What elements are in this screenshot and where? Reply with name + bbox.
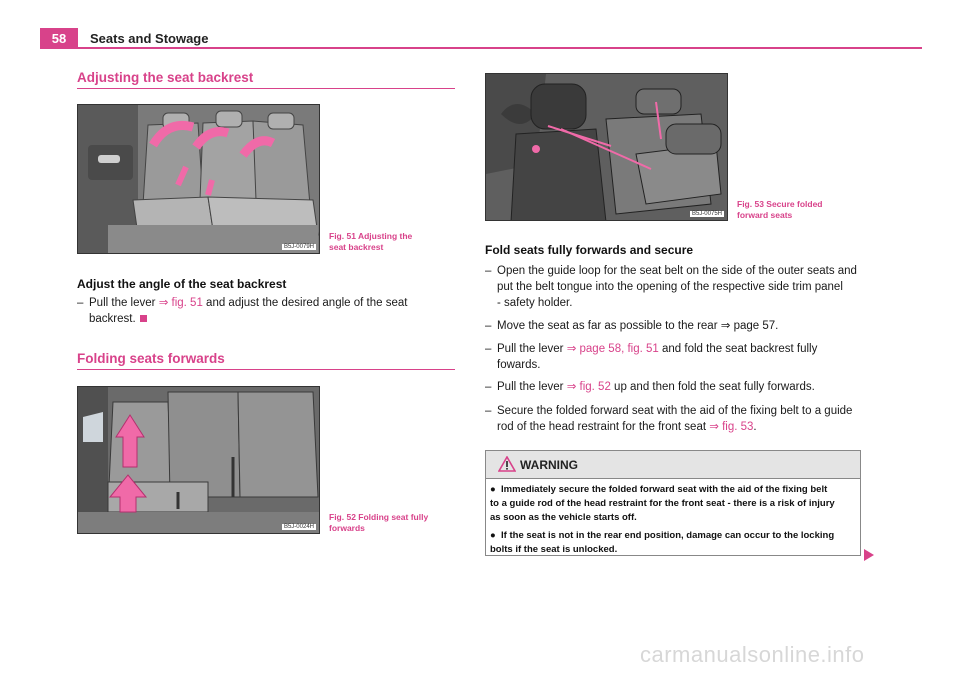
fig53-link[interactable]: ⇒ fig. 53 [709, 421, 754, 433]
step-dash: – [485, 405, 492, 417]
warning-text: Immediately secure the folded forward seat with the aid of the fixing belt [501, 484, 828, 495]
step-pull-lever-fold [485, 379, 865, 395]
section-end-mark [140, 315, 147, 322]
step-text: Pull the lever [89, 297, 159, 309]
step-text: and adjust the desired angle of the seat [202, 297, 408, 309]
fig51-link[interactable]: ⇒ fig. 51 [158, 297, 203, 309]
caption-line: forwards [329, 523, 365, 533]
warning-triangle-icon [498, 456, 516, 472]
step-dash: – [485, 343, 492, 355]
figure-52-image [77, 386, 320, 534]
step-text: rod of the head restraint for the front seat [497, 421, 710, 433]
step-dash: – [77, 297, 84, 309]
warning-text: bolts if the seat is unlocked. [490, 544, 618, 555]
step-pull-lever-backrest [485, 341, 865, 373]
heading-rule [77, 88, 455, 89]
warning-text: to a guide rod of the head restraint for the front seat - there is a risk of injury [490, 498, 835, 509]
page-number: 58 [40, 28, 78, 48]
warning-item-locking [490, 529, 856, 557]
heading-adjusting-backrest: Adjusting the seat backrest [77, 70, 254, 85]
heading-folding-seats: Folding seats forwards [77, 351, 225, 366]
figure-code: B5J-0079H [283, 244, 314, 250]
subheading-adjust-angle: Adjust the angle of the seat backrest [77, 277, 287, 291]
step-secure-seat [485, 403, 865, 435]
figure-53-image [485, 73, 728, 221]
step-text: backrest. [89, 313, 136, 325]
caption-line: Fig. 52 Folding seat fully [329, 512, 429, 522]
step-text: Move the seat as far as possible to the rear [497, 320, 721, 332]
step-text: Open the guide loop for the seat belt on the side of the outer seats and [497, 265, 857, 277]
figure-52-caption [329, 512, 428, 534]
figure-code: B5J-0024H [283, 524, 314, 530]
warning-text: as soon as the vehicle starts off. [490, 512, 637, 523]
figure-51-caption [329, 231, 412, 253]
fig52-link[interactable]: ⇒ fig. 52 [566, 381, 611, 393]
caption-line: forward seats [737, 210, 793, 220]
watermark: carmanualsonline.info [640, 642, 865, 667]
continue-arrow-icon[interactable] [863, 548, 875, 562]
bullet: ● [490, 484, 496, 495]
step-text: and fold the seat backrest fully [658, 343, 818, 355]
step-move-seat [485, 318, 865, 334]
step-dash: – [485, 265, 492, 277]
figure-code: B5J-0075H [691, 211, 722, 217]
step-text: up and then fold the seat fully forwards. [610, 381, 815, 393]
header-rule [40, 47, 922, 49]
step-dash: – [485, 320, 492, 332]
warning-box [485, 450, 861, 556]
subheading-fold-secure: Fold seats fully forwards and secure [485, 243, 694, 257]
heading-rule [77, 369, 455, 370]
warning-header [486, 451, 860, 479]
page57-link[interactable]: ⇒ page 57. [720, 320, 779, 332]
step-text: . [753, 421, 757, 433]
bullet: ● [490, 530, 496, 541]
folding-seat-illustration [78, 387, 320, 534]
step-pull-lever [77, 295, 457, 327]
secure-seats-illustration [486, 74, 728, 221]
figure-53-caption [737, 199, 823, 221]
step-text: Secure the folded forward seat with the aid of the fixing belt to a guide [497, 405, 853, 417]
warning-item-secure [490, 483, 856, 525]
warning-text: If the seat is not in the rear end position, damage can occur to the locking [501, 530, 835, 541]
caption-line: Fig. 51 Adjusting the [329, 231, 413, 241]
step-text: fowards. [497, 359, 541, 371]
step-text: - safety holder. [497, 297, 573, 309]
section-title: Seats and Stowage [90, 31, 209, 46]
step-open-guide-loop [485, 263, 865, 311]
warning-title: WARNING [520, 458, 578, 472]
figure-51-image [77, 104, 320, 254]
page58-fig51-link[interactable]: ⇒ page 58, fig. 51 [566, 343, 659, 355]
caption-line: Fig. 53 Secure folded [737, 199, 823, 209]
step-text: put the belt tongue into the opening of the respective side trim panel [497, 281, 843, 293]
step-dash: – [485, 381, 492, 393]
caption-line: seat backrest [329, 242, 384, 252]
seat-backrest-illustration [78, 105, 320, 254]
step-text: Pull the lever [497, 381, 567, 393]
step-text: Pull the lever [497, 343, 567, 355]
